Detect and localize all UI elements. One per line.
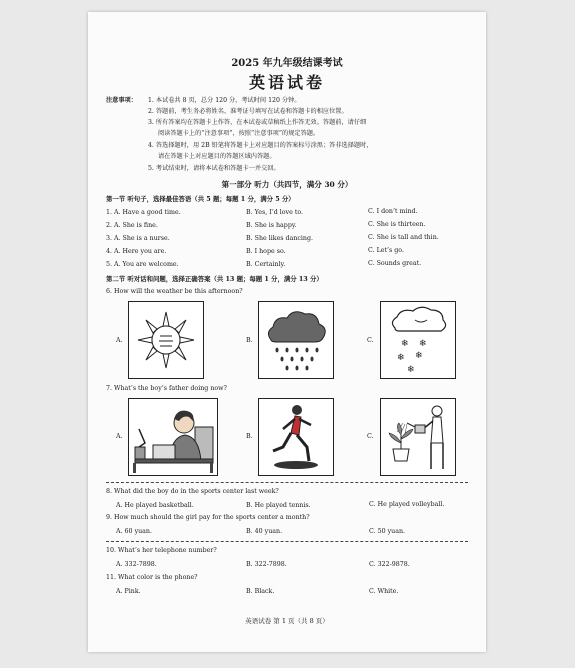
option-b: B. Certainly. — [246, 261, 286, 268]
watering-plant-icon — [381, 399, 455, 475]
question-6: 6. How will the weather be this afternoon? — [106, 288, 243, 295]
pic-label-a: A. — [116, 337, 123, 344]
svg-text:❄: ❄ — [401, 339, 409, 349]
note-item: 5. 考试结束时，请将本试卷和答题卡一并交回。 — [148, 165, 280, 172]
watering-plant-picture — [380, 398, 456, 476]
man-at-computer-icon — [129, 399, 217, 475]
option-c: C. I don’t mind. — [368, 208, 418, 215]
option-a: 2. A. She is fine. — [106, 222, 158, 229]
working-computer-picture — [128, 398, 218, 476]
snowy-picture — [380, 301, 456, 379]
option-c: C. She is thirteen. — [368, 221, 426, 228]
snow-cloud-icon — [381, 302, 455, 378]
option-a: A. Pink. — [116, 588, 141, 595]
rainy-picture — [258, 301, 334, 379]
option-c: C. He played volleyball. — [369, 501, 445, 508]
sunny-picture — [128, 301, 204, 379]
note-item: 阅读答题卡上的“注意事项”，按照“注意事项”的规定答题。 — [158, 130, 320, 137]
option-c: C. 50 yuan. — [369, 528, 406, 535]
note-item: 3. 所有答案均在答题卡上作答，在本试卷或草稿纸上作答无效。答题前，请仔细 — [148, 119, 367, 126]
pic-label-b: B. — [246, 337, 253, 344]
option-b: B. Yes, I’d love to. — [246, 209, 304, 216]
divider — [106, 482, 468, 483]
option-b: B. He played tennis. — [246, 502, 311, 509]
option-a: A. He played basketball. — [116, 502, 194, 509]
question-8: 8. What did the boy do in the sports center last week? — [106, 488, 279, 495]
rain-cloud-icon — [259, 302, 333, 378]
option-b: B. Black. — [246, 588, 275, 595]
runner-icon — [259, 399, 333, 475]
pic-label-c: C. — [367, 433, 374, 440]
option-b: B. 40 yuan. — [246, 528, 283, 535]
pic-label-b: B. — [246, 433, 253, 440]
option-b: B. She is happy. — [246, 222, 297, 229]
option-a: A. 332-7898. — [116, 561, 157, 568]
note-item: 4. 答选择题时，用 2B 铅笔将答题卡上对应题目的答案标号涂黑；答非选择题时， — [148, 142, 373, 149]
sun-icon — [129, 302, 203, 378]
note-item: 请在答题卡上对应题目的答题区域内答题。 — [158, 153, 276, 160]
option-c: C. White. — [369, 588, 399, 595]
exam-title: 2025 年九年级结课考试 — [231, 58, 343, 69]
svg-text:❄: ❄ — [407, 365, 415, 375]
option-b: B. 322-7898. — [246, 561, 287, 568]
svg-text:❄: ❄ — [397, 353, 405, 363]
option-c: C. Sounds great. — [368, 260, 422, 267]
exam-subject: 英语试卷 — [248, 73, 325, 92]
svg-text:❄: ❄ — [415, 351, 423, 361]
note-item: 1. 本试卷共 8 页，总分 120 分，考试时间 120 分钟。 — [148, 97, 301, 104]
section-title: 第一节 听句子，选择最佳答语（共 5 题；每题 1 分，满分 5 分） — [106, 195, 295, 203]
pic-label-a: A. — [116, 433, 123, 440]
option-b: B. She likes dancing. — [246, 235, 313, 242]
option-a: 3. A. She is a nurse. — [106, 235, 170, 242]
divider — [106, 541, 468, 542]
question-11: 11. What color is the phone? — [106, 574, 198, 581]
question-10: 10. What’s her telephone number? — [106, 547, 217, 554]
exam-page — [88, 12, 486, 652]
option-a: 4. A. Here you are. — [106, 248, 167, 255]
note-item: 2. 答题前，考生务必将姓名、准考证号填写在试卷和答题卡的相应位置。 — [148, 108, 348, 115]
part-title: 第一部分 听力（共四节，满分 30 分） — [221, 180, 353, 189]
option-c: C. Let’s go. — [368, 247, 404, 254]
running-picture — [258, 398, 334, 476]
option-b: B. I hope so. — [246, 248, 286, 255]
section-title: 第二节 听对话和问题，选择正确答案（共 13 题；每题 1 分，满分 13 分） — [106, 275, 323, 283]
notes-label: 注意事项： — [106, 97, 137, 104]
option-a: 1. A. Have a good time. — [106, 209, 181, 216]
page-footer: 英语试卷 第 1 页（共 8 页） — [245, 617, 329, 625]
option-a: A. 60 yuan. — [116, 528, 152, 535]
question-9: 9. How much should the girl pay for the sports center a month? — [106, 514, 310, 521]
pic-label-c: C. — [367, 337, 374, 344]
svg-text:❄: ❄ — [419, 339, 427, 349]
option-c: C. 322-9878. — [369, 561, 410, 568]
option-a: 5. A. You are welcome. — [106, 261, 179, 268]
option-c: C. She is tall and thin. — [368, 234, 439, 241]
question-7: 7. What’s the boy’s father doing now? — [106, 385, 227, 392]
